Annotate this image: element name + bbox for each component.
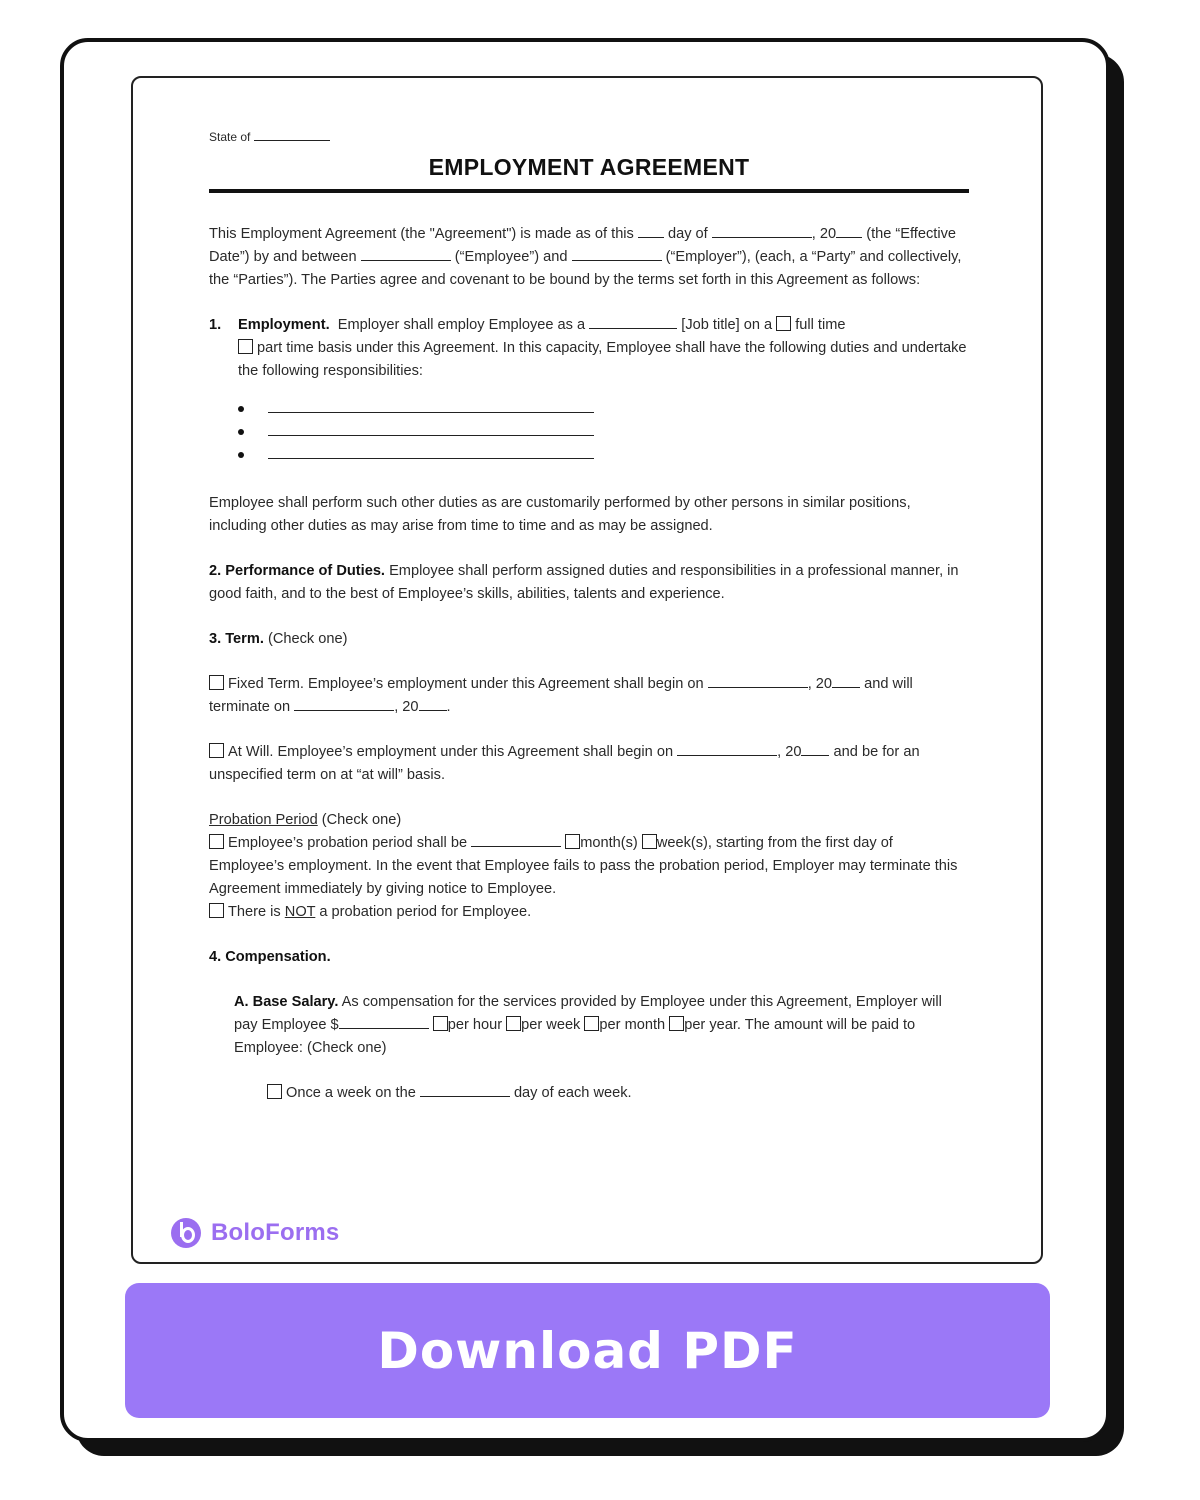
full-time-checkbox[interactable] [776, 316, 791, 331]
per-week-checkbox[interactable] [506, 1016, 521, 1031]
base-salary: A. Base Salary. As compensation for the services provided by Employee under this Agreement, Employer will pay Employee $ per hour per week per month per year. The amount will be paid to Employee: (Check one) [234, 994, 942, 1056]
download-pdf-label: Download PDF [377, 1321, 798, 1380]
state-label: State of [209, 130, 251, 144]
per-month-checkbox[interactable] [584, 1016, 599, 1031]
probation-section: Probation Period (Check one) Employee’s probation period shall be month(s) week(s), starting from the first day of Employee’s employment. In the event that Employee fails to pass the probation period, Employer may terminate this Agreement immediately by giving notice to Employee. There is NOT a probation period for Employee. [209, 812, 958, 920]
list-item [238, 443, 969, 466]
at-will-checkbox[interactable] [209, 743, 224, 758]
other-duties-paragraph: Employee shall perform such other duties as are customarily performed by other persons in similar positions, including other duties as may arise from time to time and as may be assigned. [209, 495, 911, 534]
brand-logo [171, 1218, 339, 1248]
section-employment: 1. Employment. Employer shall employ Employee as a [Job title] on a full time part time basis under this Agreement. In this capacity, Employee shall have the following duties and undertake the following responsibilities: [209, 314, 969, 466]
state-line [209, 126, 969, 149]
fixed-term-option: Fixed Term. Employee’s employment under this Agreement shall begin on , 20 and will terminate on , 20 . [209, 673, 969, 719]
state-blank [254, 130, 330, 141]
document-preview [131, 76, 1043, 1264]
probation-checkbox[interactable] [209, 834, 224, 849]
title-rule [209, 189, 969, 193]
weekly-checkbox[interactable] [267, 1084, 282, 1099]
section-performance: 2. Performance of Duties. Employee shall perform assigned duties and responsibilities in a professional manner, in good faith, and to the best of Employee’s skills, abilities, talents and experience. [209, 563, 959, 602]
intro-paragraph: This Employment Agreement (the "Agreement") is made as of this day of , 20 (the “Effective Date”) by and between (“Employee”) and (“Employer”), (each, a “Party” and collectively, the “Parties”). The Parties agree and covenant to be bound by the terms set forth in this Agreement as follows: [209, 223, 969, 292]
document-title: EMPLOYMENT AGREEMENT [428, 154, 750, 180]
part-time-checkbox[interactable] [238, 339, 253, 354]
weekly-payment-option: Once a week on the day of each week. [209, 1082, 969, 1105]
at-will-option: At Will. Employee’s employment under this Agreement shall begin on , 20 and be for an unspecified term on at “at will” basis. [209, 741, 969, 787]
list-item [238, 420, 969, 443]
probation-month-checkbox[interactable] [565, 834, 580, 849]
boloforms-logo-icon [171, 1218, 201, 1248]
download-pdf-button[interactable] [125, 1283, 1050, 1418]
probation-week-checkbox[interactable] [642, 834, 657, 849]
list-item [238, 397, 969, 420]
no-probation-checkbox[interactable] [209, 903, 224, 918]
per-hour-checkbox[interactable] [433, 1016, 448, 1031]
duties-list [238, 397, 969, 466]
section-compensation-heading: 4. Compensation. [209, 949, 331, 965]
per-year-checkbox[interactable] [669, 1016, 684, 1031]
section-term-heading: 3. Term. (Check one) [209, 631, 348, 647]
brand-name: BoloForms [211, 1219, 340, 1246]
document-page [209, 126, 969, 1105]
fixed-term-checkbox[interactable] [209, 675, 224, 690]
